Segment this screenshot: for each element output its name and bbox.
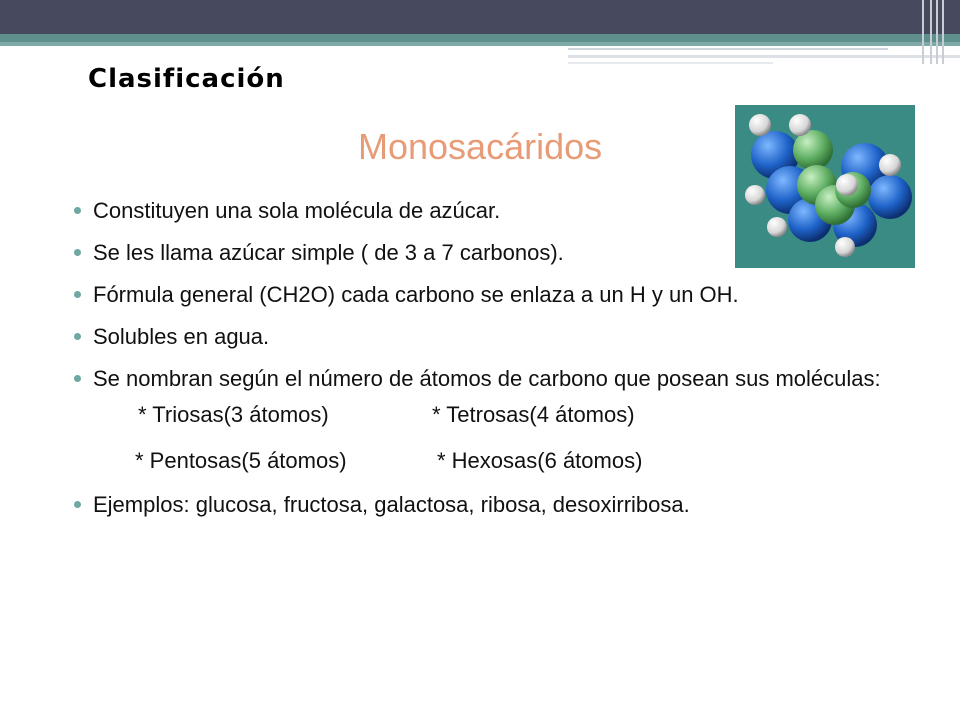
bullet-item: Se les llama azúcar simple ( de 3 a 7 carbonos). xyxy=(72,238,912,268)
types-row xyxy=(72,400,912,434)
bullet-item: Ejemplos: glucosa, fructosa, galactosa, ribosa, desoxirribosa. xyxy=(72,490,912,520)
section-heading: Clasificación xyxy=(88,64,285,94)
corner-decoration xyxy=(922,0,948,64)
type-hexosas: * Hexosas(6 átomos) xyxy=(437,448,643,473)
header-divider-line xyxy=(568,48,888,50)
bullet-item: Solubles en agua. xyxy=(72,322,912,352)
header-accent-band-light xyxy=(0,42,960,46)
types-row xyxy=(72,446,912,480)
bullet-dot xyxy=(74,291,81,298)
type-pentosas: * Pentosas(5 átomos) xyxy=(135,448,347,473)
header-accent-band xyxy=(0,34,960,42)
bullet-dot xyxy=(74,375,81,382)
header-band xyxy=(0,0,960,34)
bullet-dot xyxy=(74,207,81,214)
bullet-item: Se nombran según el número de átomos de carbono que posean sus moléculas: xyxy=(72,364,912,394)
bullet-dot xyxy=(74,249,81,256)
bullet-list xyxy=(72,196,912,532)
bullet-item: Constituyen una sola molécula de azúcar. xyxy=(72,196,912,226)
bullet-dot xyxy=(74,333,81,340)
header-divider-line xyxy=(568,62,773,64)
type-tetrosas: * Tetrosas(4 átomos) xyxy=(432,402,635,427)
header-divider-line xyxy=(568,55,960,58)
bullet-item: Fórmula general (CH2O) cada carbono se enlaza a un H y un OH. xyxy=(72,280,912,310)
slide-title: Monosacáridos xyxy=(358,126,603,167)
bullet-dot xyxy=(74,501,81,508)
type-triosas: * Triosas(3 átomos) xyxy=(138,402,329,427)
